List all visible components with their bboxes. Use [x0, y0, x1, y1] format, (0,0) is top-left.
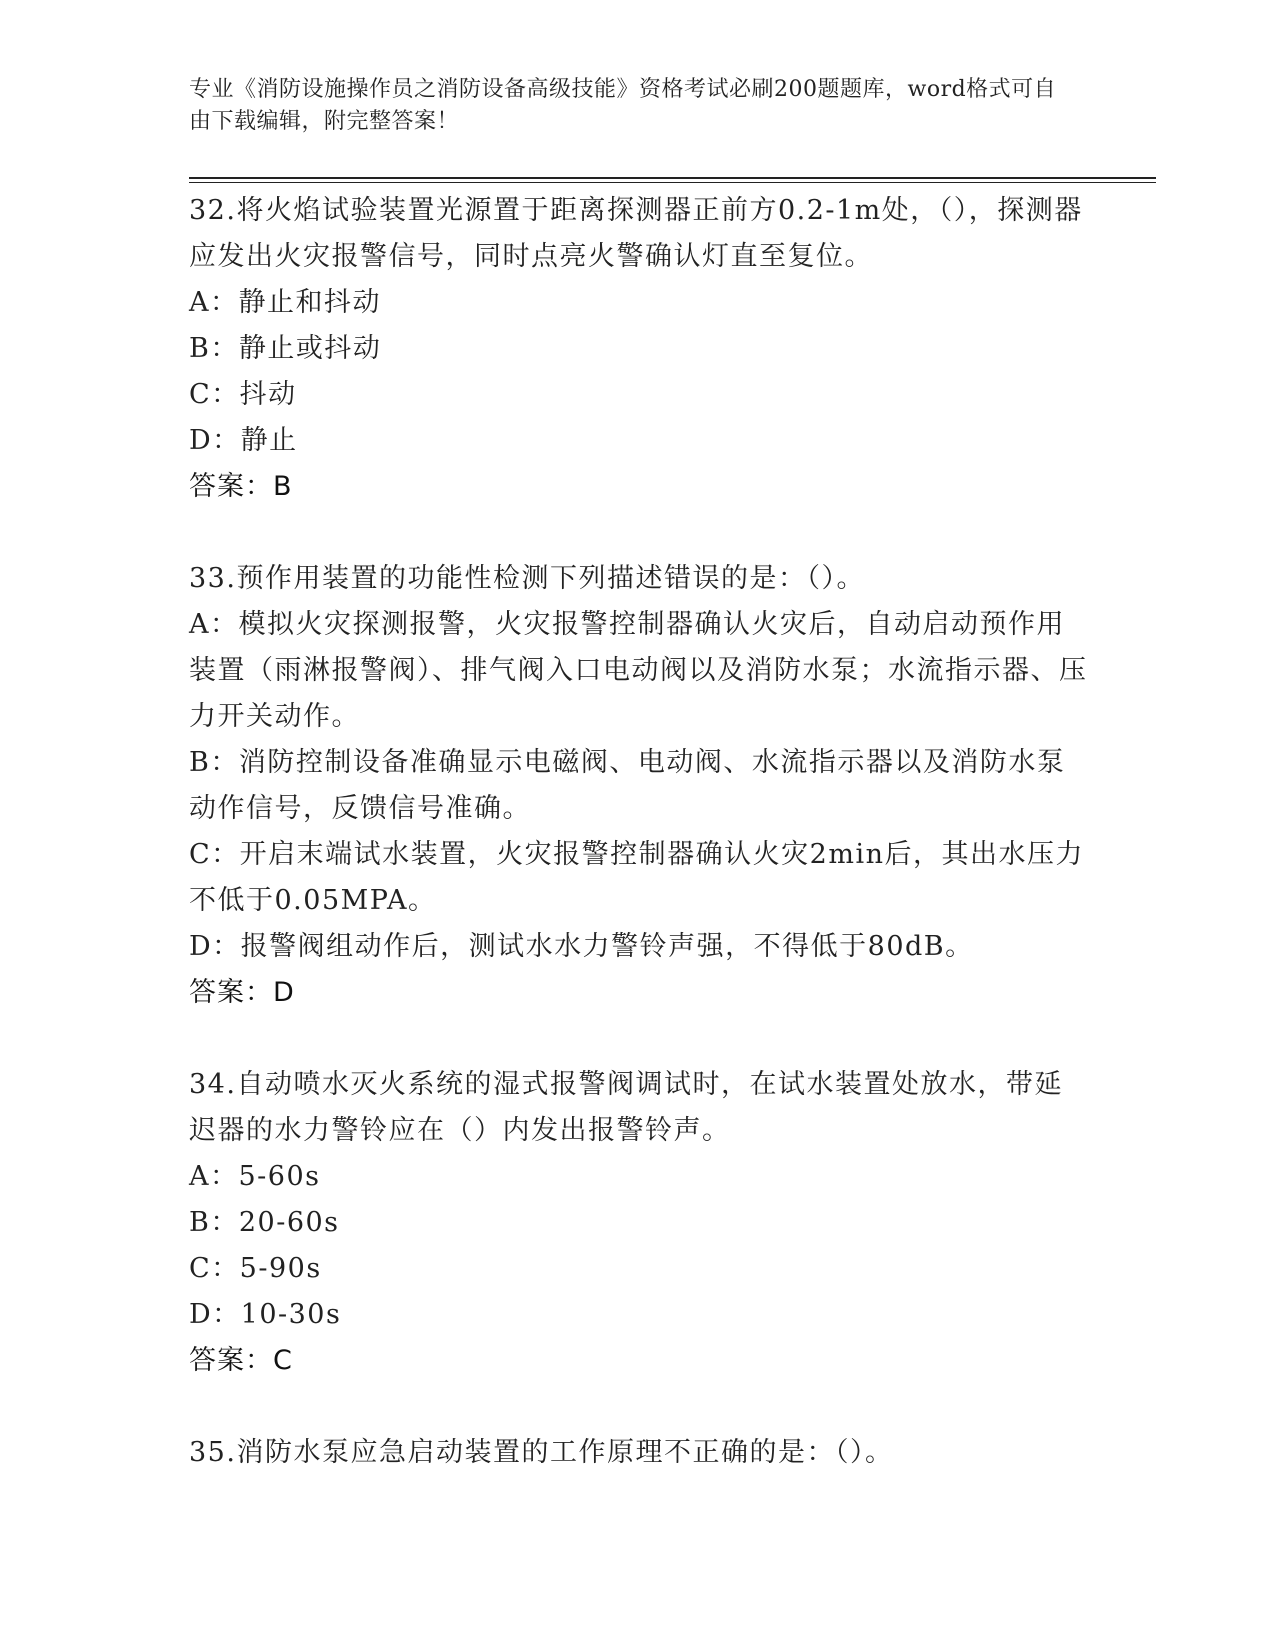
- question-32: [189, 188, 1089, 510]
- header-divider-thin: [189, 182, 1156, 183]
- option-c: C：开启末端试水装置，火灾报警控制器确认火灾2min后，其出水压力不低于0.05MPA。: [189, 839, 1084, 916]
- question-text: 35.消防水泵应急启动装置的工作原理不正确的是：（）。: [189, 1437, 894, 1468]
- option-c: C：抖动: [189, 379, 297, 410]
- question-35: [189, 1430, 1089, 1476]
- question-text: 34.自动喷水灭火系统的湿式报警阀调试时，在试水装置处放水，带延迟器的水力警铃应在（）内发出报警铃声。: [189, 1069, 1063, 1146]
- option-d: D：10-30s: [189, 1299, 342, 1330]
- question-34: [189, 1062, 1089, 1384]
- question-33: [189, 556, 1089, 1016]
- option-b: B：静止或抖动: [189, 333, 382, 364]
- answer-label: 答案：B: [189, 471, 293, 502]
- header-divider-thick: [189, 177, 1156, 179]
- question-list: [189, 188, 1089, 1476]
- question-text: 33.预作用装置的功能性检测下列描述错误的是：（）。: [189, 563, 865, 594]
- option-a: A：模拟火灾探测报警，火灾报警控制器确认火灾后，自动启动预作用装置（雨淋报警阀）、排气阀入口电动阀以及消防水泵；水流指示器、压力开关动作。: [189, 609, 1088, 732]
- answer-label: 答案：D: [189, 977, 295, 1008]
- option-c: C：5-90s: [189, 1253, 322, 1284]
- option-a: A：5-60s: [189, 1161, 321, 1192]
- option-b: B：20-60s: [189, 1207, 340, 1238]
- answer-label: 答案：C: [189, 1345, 293, 1376]
- option-a: A：静止和抖动: [189, 287, 381, 318]
- option-b: B：消防控制设备准确显示电磁阀、电动阀、水流指示器以及消防水泵动作信号，反馈信号准确。: [189, 747, 1066, 824]
- document-header: 专业《消防设施操作员之消防设备高级技能》资格考试必刷200题题库，word格式可自由下载编辑，附完整答案！: [189, 77, 1057, 134]
- option-d: D：静止: [189, 425, 298, 456]
- question-text: 32.将火焰试验装置光源置于距离探测器正前方0.2-1m处，（），探测器应发出火灾报警信号，同时点亮火警确认灯直至复位。: [189, 195, 1083, 272]
- option-d: D：报警阀组动作后，测试水水力警铃声强，不得低于80dB。: [189, 931, 974, 962]
